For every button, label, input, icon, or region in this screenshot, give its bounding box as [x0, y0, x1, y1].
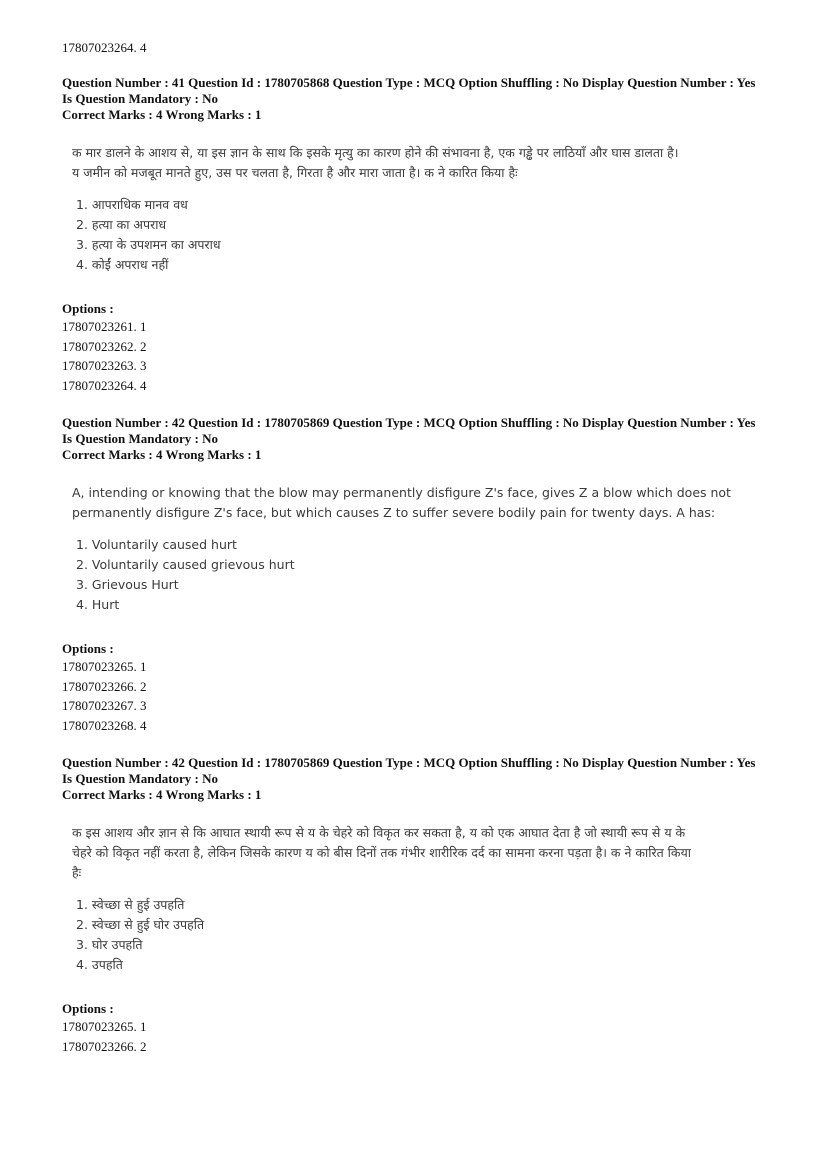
question-header	[62, 75, 782, 123]
question-header	[62, 415, 782, 463]
question-meta: Question Number : 42 Question Id : 1780705869 Question Type : MCQ Option Shuffling : No Display Question Number : Yes	[62, 415, 756, 430]
answer-choice: 3. Grievous Hurt	[76, 577, 179, 592]
question-body	[72, 143, 782, 275]
option-id: 17807023266. 2	[62, 1038, 147, 1054]
option-id: 17807023261. 1	[62, 319, 147, 334]
question-text	[72, 143, 782, 183]
question-mandatory: Is Question Mandatory : No	[62, 771, 219, 786]
question-text-line: चेहरे को विकृत नहीं करता है, लेकिन जिसके कारण य को बीस दिनों तक गंभीर शारीरिक दर्द का सामना करना पड़ता है। क ने कारित किया	[72, 845, 692, 860]
answer-choice: 4. कोईं अपराध नहीं	[76, 257, 169, 272]
question-mandatory: Is Question Mandatory : No	[62, 91, 219, 106]
option-id: 17807023263. 3	[62, 358, 147, 373]
question-text	[72, 823, 782, 883]
question-marks: Correct Marks : 4 Wrong Marks : 1	[62, 787, 262, 802]
question-mandatory: Is Question Mandatory : No	[62, 431, 219, 446]
question-body	[72, 823, 782, 975]
answer-choices	[72, 535, 782, 615]
question-block	[62, 75, 782, 395]
question-body	[72, 483, 782, 615]
answer-choice: 1. स्वेच्छा से हुई उपहति	[76, 897, 185, 912]
answer-choice: 4. Hurt	[76, 597, 120, 612]
answer-choice: 2. स्वेच्छा से हुई घोर उपहति	[76, 917, 205, 932]
answer-choice: 1. आपराधिक मानव वध	[76, 197, 188, 212]
answer-choice: 3. हत्या के उपशमन का अपराध	[76, 237, 221, 252]
option-id: 17807023268. 4	[62, 717, 147, 733]
question-text	[72, 483, 782, 523]
question-text-line: A, intending or knowing that the blow may permanently disfigure Z's face, gives Z a blow which does not	[72, 485, 731, 500]
question-text-line: क मार डालने के आशय से, या इस ज्ञान के साथ कि इसके मृत्यु का कारण होने की संभावना है, एक गड्ढे पर लाठियाँ और घास डालता है।	[72, 145, 679, 160]
question-text-line: हैः	[72, 865, 82, 880]
document-page	[62, 40, 782, 1076]
answer-choice: 4. उपहति	[76, 957, 123, 972]
answer-choices	[72, 195, 782, 275]
question-text-line: permanently disfigure Z's face, but which causes Z to suffer severe bodily pain for twenty days. A has:	[72, 505, 716, 520]
question-header	[62, 755, 782, 803]
answer-choices	[72, 895, 782, 975]
option-id: 17807023264. 4	[62, 377, 147, 393]
option-id: 17807023267. 3	[62, 698, 147, 713]
answer-choice: 3. घोर उपहति	[76, 937, 143, 952]
question-marks: Correct Marks : 4 Wrong Marks : 1	[62, 107, 262, 122]
options-label: Options :	[62, 301, 114, 316]
question-block	[62, 755, 782, 1056]
answer-choice: 1. Voluntarily caused hurt	[76, 537, 237, 552]
question-marks: Correct Marks : 4 Wrong Marks : 1	[62, 447, 262, 462]
question-meta: Question Number : 41 Question Id : 1780705868 Question Type : MCQ Option Shuffling : No Display Question Number : Yes	[62, 75, 756, 90]
answer-choice: 2. Voluntarily caused grievous hurt	[76, 557, 295, 572]
answer-choice: 2. हत्या का अपराध	[76, 217, 167, 232]
option-id: 17807023265. 1	[62, 659, 147, 674]
option-id: 17807023265. 1	[62, 1019, 147, 1034]
option-id: 17807023266. 2	[62, 678, 147, 694]
option-id: 17807023262. 2	[62, 338, 147, 354]
question-text-line: क इस आशय और ज्ञान से कि आघात स्थायी रूप से य के चेहरे को विकृत कर सकता है, य को एक आघात देता है जो स्थायी रूप से य के	[72, 825, 686, 840]
options-label: Options :	[62, 641, 114, 656]
previous-option-line: 17807023264. 4	[62, 40, 147, 55]
options-label: Options :	[62, 1001, 114, 1016]
question-meta: Question Number : 42 Question Id : 1780705869 Question Type : MCQ Option Shuffling : No Display Question Number : Yes	[62, 755, 756, 770]
question-block	[62, 415, 782, 735]
question-text-line: य जमीन को मजबूत मानते हुए, उस पर चलता है, गिरता है और मारा जाता है। क ने कारित किया हैः	[72, 165, 518, 180]
